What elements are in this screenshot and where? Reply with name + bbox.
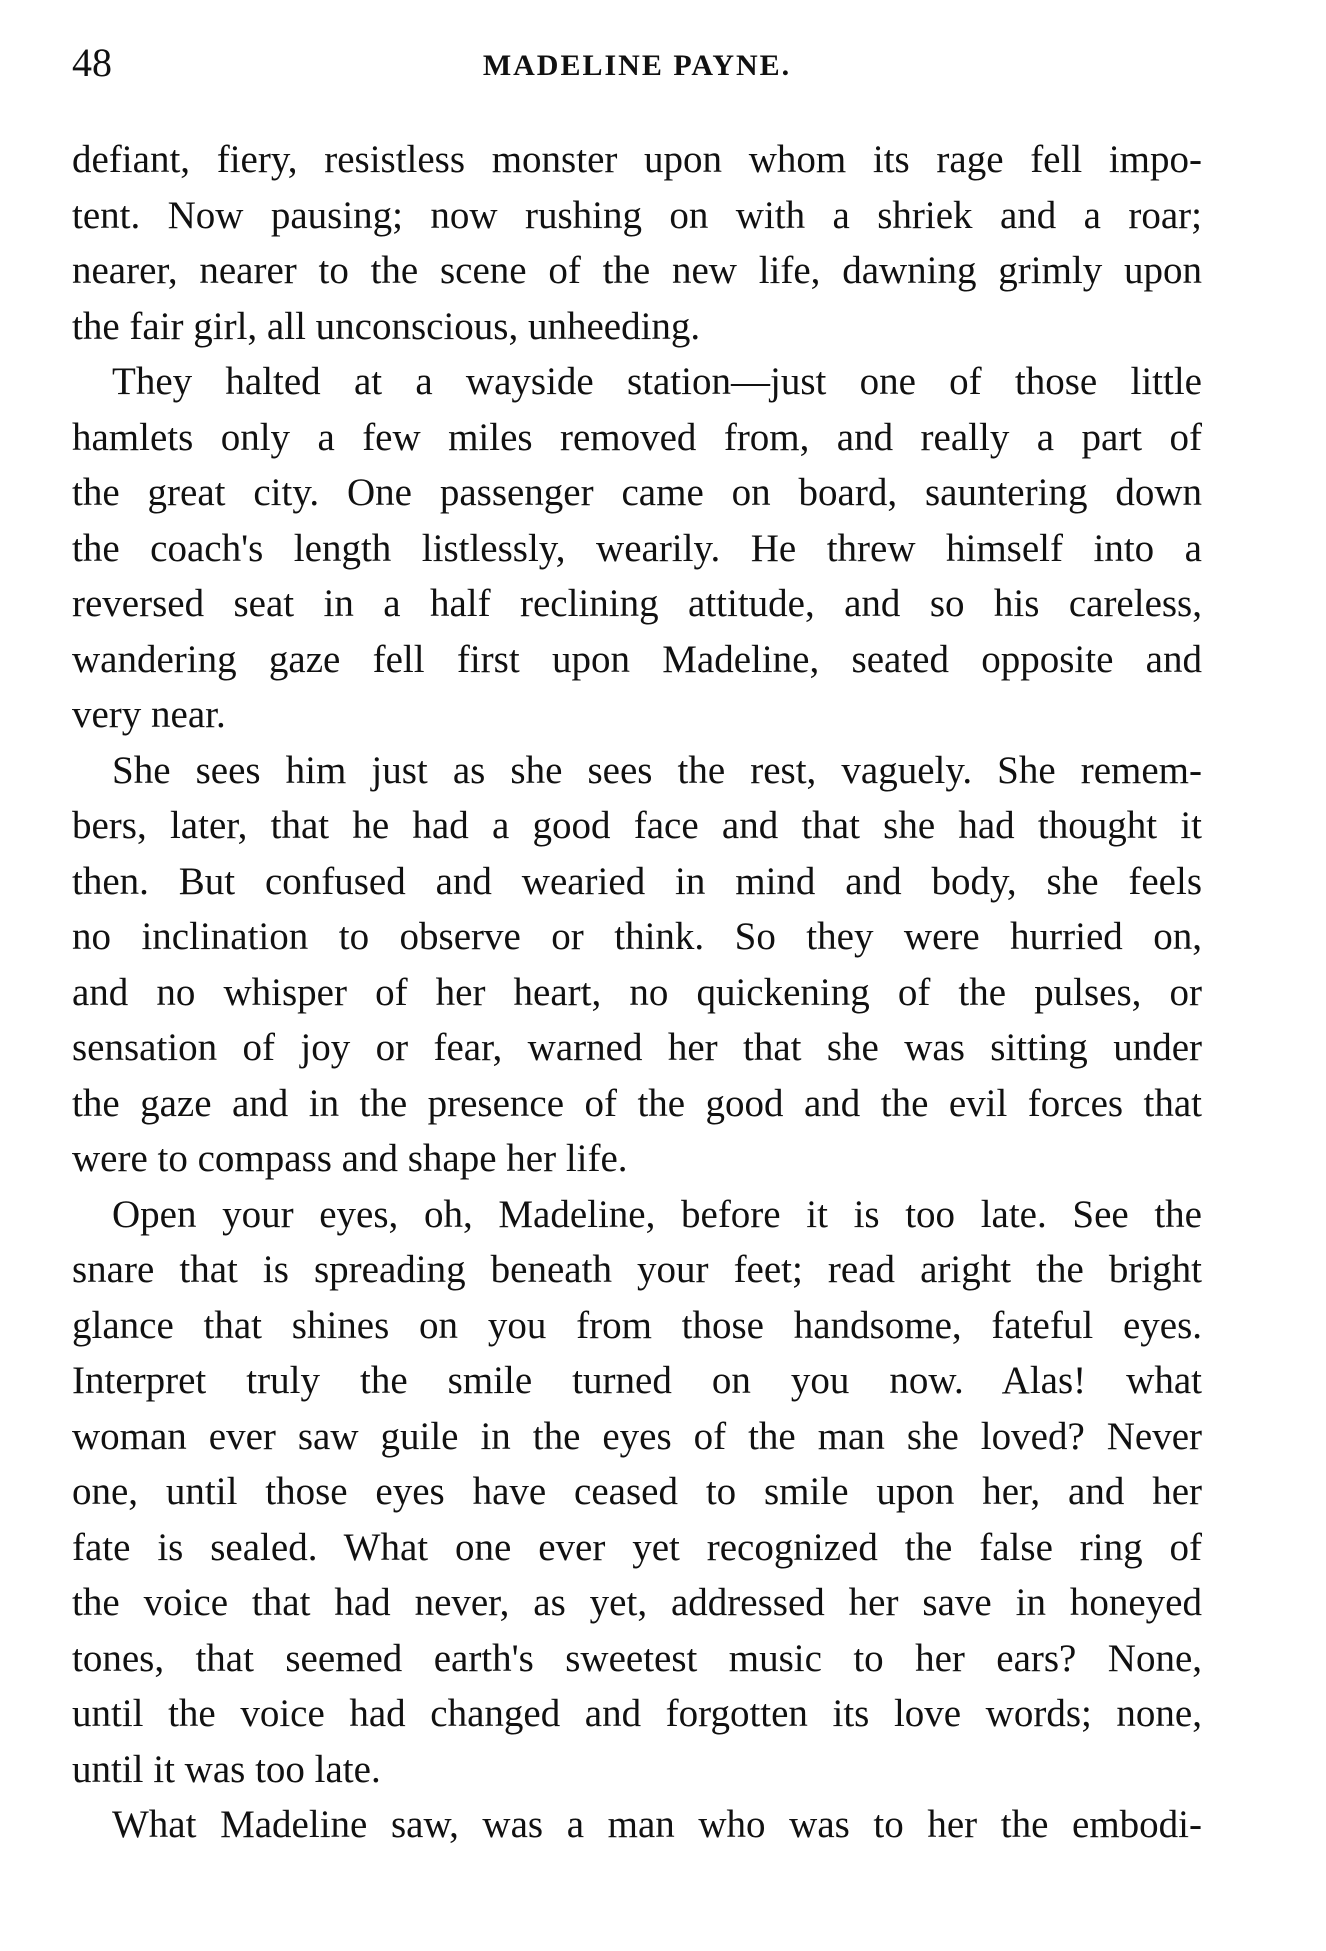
text-line: fate is sealed. What one ever yet recognized the false ring of <box>72 1525 1202 1569</box>
text-line: the voice that had never, as yet, addressed her save in honeyed <box>72 1581 1202 1624</box>
text-line: until it was too late. <box>72 1747 381 1791</box>
text-line: What Madeline saw, was a man who was to her the embodi- <box>112 1803 1202 1846</box>
body-text <box>72 132 1202 1853</box>
text-line: woman ever saw guile in the eyes of the man she loved? Never <box>72 1414 1202 1458</box>
text-line: were to compass and shape her life. <box>72 1137 628 1180</box>
text-line: the gaze and in the presence of the good and the evil forces that <box>72 1081 1202 1125</box>
text-line: They halted at a wayside station—just one of those little <box>112 360 1202 403</box>
text-line: reversed seat in a half reclining attitude, and so his careless, <box>72 582 1202 625</box>
text-line: no inclination to observe or think. So they were hurried on, <box>72 915 1202 958</box>
text-line: tones, that seemed earth's sweetest music to her ears? None, <box>72 1636 1202 1680</box>
text-line: glance that shines on you from those handsome, fateful eyes. <box>72 1303 1202 1347</box>
text-line: Interpret truly the smile turned on you now. Alas! what <box>72 1359 1202 1402</box>
text-line: the fair girl, all unconscious, unheeding. <box>72 304 701 348</box>
text-line: sensation of joy or fear, warned her that she was sitting under <box>72 1026 1202 1069</box>
text-line: defiant, fiery, resistless monster upon whom its rage fell impo- <box>72 138 1202 181</box>
text-line: nearer, nearer to the scene of the new life, dawning grimly upon <box>72 249 1202 292</box>
text-line: wandering gaze fell first upon Madeline, seated opposite and <box>72 637 1202 681</box>
page-header <box>72 38 1202 88</box>
text-line: the great city. One passenger came on board, sauntering down <box>72 471 1202 514</box>
text-line: hamlets only a few miles removed from, and really a part of <box>72 415 1202 459</box>
text-line: bers, later, that he had a good face and that she had thought it <box>72 804 1202 847</box>
page-number: 48 <box>72 40 112 85</box>
text-line: then. But confused and wearied in mind and body, she feels <box>72 859 1202 903</box>
text-line: She sees him just as she sees the rest, vaguely. She remem- <box>112 748 1202 792</box>
text-line: and no whisper of her heart, no quickening of the pulses, or <box>72 970 1202 1014</box>
text-line: snare that is spreading beneath your feet; read aright the bright <box>72 1248 1202 1291</box>
text-line: very near. <box>72 693 226 736</box>
running-title: MADELINE PAYNE. <box>482 49 792 82</box>
text-line: until the voice had changed and forgotten its love words; none, <box>72 1692 1202 1735</box>
text-line: tent. Now pausing; now rushing on with a shriek and a roar; <box>72 193 1202 237</box>
text-line: Open your eyes, oh, Madeline, before it is too late. See the <box>112 1192 1202 1236</box>
text-line: the coach's length listlessly, wearily. He threw himself into a <box>72 526 1202 570</box>
text-line: one, until those eyes have ceased to smile upon her, and her <box>72 1470 1202 1513</box>
